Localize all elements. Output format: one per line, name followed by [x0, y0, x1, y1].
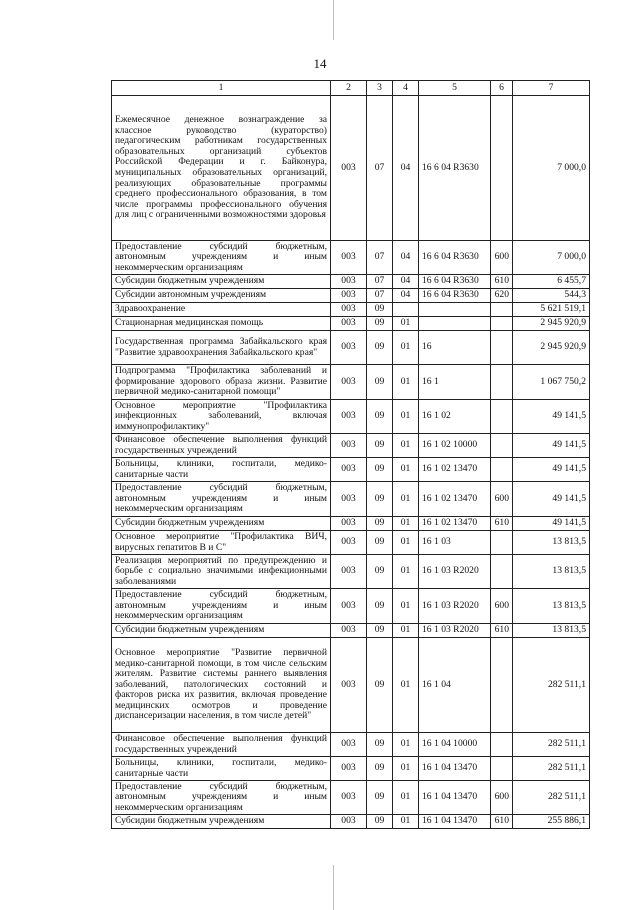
row-csr: 16 1 02 13470 [419, 482, 491, 517]
row-csr: 16 1 02 10000 [419, 434, 491, 458]
column-header: 2 [331, 81, 367, 96]
row-sum: 1 067 750,2 [513, 365, 590, 400]
row-rz: 09 [367, 624, 393, 638]
row-csr: 16 1 04 13470 [419, 781, 491, 815]
row-csr: 16 1 03 R2020 [419, 624, 491, 638]
row-vr [491, 638, 513, 733]
row-rz: 09 [367, 331, 393, 365]
table-row [112, 482, 590, 517]
row-sum: 255 886,1 [513, 815, 590, 829]
budget-table [111, 80, 590, 829]
row-csr: 16 1 02 [419, 400, 491, 434]
row-csr: 16 1 03 R2020 [419, 555, 491, 589]
page-number: 14 [313, 56, 327, 71]
row-sum: 544,3 [513, 289, 590, 303]
row-grbs: 003 [331, 303, 367, 317]
row-grbs: 003 [331, 482, 367, 517]
row-csr: 16 1 [419, 365, 491, 400]
row-grbs: 003 [331, 317, 367, 331]
row-grbs: 003 [331, 434, 367, 458]
row-pr: 01 [393, 757, 419, 781]
row-name: Государственная программа Забайкальского края "Развитие здравоохранения Забайкальского края" [112, 331, 331, 365]
row-vr [491, 317, 513, 331]
row-vr [491, 96, 513, 241]
table-row [112, 517, 590, 531]
row-grbs: 003 [331, 757, 367, 781]
row-name: Подпрограмма "Профилактика заболеваний и формирование здорового образа жизни. Развитие первичной медико-санитарной помощи" [112, 365, 331, 400]
row-csr: 16 1 03 [419, 531, 491, 555]
table-row [112, 365, 590, 400]
row-rz: 09 [367, 531, 393, 555]
row-sum: 282 511,1 [513, 757, 590, 781]
row-csr: 16 1 02 13470 [419, 458, 491, 482]
row-vr: 610 [491, 815, 513, 829]
row-vr: 600 [491, 241, 513, 275]
row-pr: 01 [393, 331, 419, 365]
table-row [112, 275, 590, 289]
row-sum: 49 141,5 [513, 458, 590, 482]
row-name: Предоставление субсидий бюджетным, автономным учреждениям и иным некоммерческим организациям [112, 781, 331, 815]
table-row [112, 458, 590, 482]
row-rz: 09 [367, 365, 393, 400]
table-row [112, 331, 590, 365]
row-csr [419, 317, 491, 331]
row-pr: 01 [393, 531, 419, 555]
table-row [112, 733, 590, 757]
row-csr: 16 [419, 331, 491, 365]
row-vr [491, 400, 513, 434]
row-grbs: 003 [331, 589, 367, 624]
row-rz: 07 [367, 241, 393, 275]
row-pr: 01 [393, 517, 419, 531]
row-pr: 04 [393, 289, 419, 303]
row-rz: 07 [367, 289, 393, 303]
row-name: Основное мероприятие "Развитие первичной медико-санитарной помощи, в том числе сельским жителям. Развитие системы раннего выявления заболеваний, патологических состояний и факторов риска их развития, включая проведение медицинских осмотров и проведение диспансеризации населения, в том числе детей" [112, 638, 331, 733]
row-sum: 2 945 920,9 [513, 331, 590, 365]
table-body [112, 96, 590, 829]
column-header: 7 [513, 81, 590, 96]
row-vr: 620 [491, 289, 513, 303]
row-pr: 04 [393, 275, 419, 289]
table-row [112, 815, 590, 829]
row-sum: 49 141,5 [513, 517, 590, 531]
row-vr: 600 [491, 589, 513, 624]
row-name: Основное мероприятие "Профилактика ВИЧ, вирусных гепатитов B и C" [112, 531, 331, 555]
table-row [112, 303, 590, 317]
row-grbs: 003 [331, 96, 367, 241]
row-pr: 01 [393, 434, 419, 458]
row-rz: 09 [367, 757, 393, 781]
row-grbs: 003 [331, 289, 367, 303]
column-header: 5 [419, 81, 491, 96]
row-pr: 01 [393, 555, 419, 589]
row-sum: 49 141,5 [513, 400, 590, 434]
table-row [112, 638, 590, 733]
table-row [112, 624, 590, 638]
column-header: 3 [367, 81, 393, 96]
row-name: Субсидии бюджетным учреждениям [112, 275, 331, 289]
row-name: Реализация мероприятий по предупреждению и борьбе с социально значимыми инфекционными заболеваниями [112, 555, 331, 589]
row-vr [491, 331, 513, 365]
row-pr: 04 [393, 96, 419, 241]
row-sum: 282 511,1 [513, 733, 590, 757]
table-row [112, 555, 590, 589]
row-name: Основное мероприятие "Профилактика инфекционных заболеваний, включая иммунопрофилактику" [112, 400, 331, 434]
row-csr: 16 6 04 R3630 [419, 289, 491, 303]
table-row [112, 531, 590, 555]
row-rz: 09 [367, 815, 393, 829]
row-pr: 01 [393, 365, 419, 400]
row-pr: 01 [393, 317, 419, 331]
row-name: Больницы, клиники, госпитали, медико-санитарные части [112, 757, 331, 781]
row-sum: 13 813,5 [513, 531, 590, 555]
row-pr: 01 [393, 815, 419, 829]
row-name: Ежемесячное денежное вознаграждение за классное руководство (кураторство) педагогическим работникам государственных образовательных организаций субъектов Российской Федерации и г. Байконура, муниципальных образовательных организаций, реализующих образовательные программы среднего профессионального образования, в том числе программы профессионального обучения для лиц с ограниченными возможностями здоровья [112, 96, 331, 241]
row-rz: 09 [367, 482, 393, 517]
row-name: Субсидии бюджетным учреждениям [112, 624, 331, 638]
row-pr: 01 [393, 638, 419, 733]
table-row [112, 241, 590, 275]
row-rz: 09 [367, 589, 393, 624]
row-vr: 600 [491, 482, 513, 517]
row-pr: 01 [393, 624, 419, 638]
row-pr [393, 303, 419, 317]
row-grbs: 003 [331, 781, 367, 815]
row-vr: 610 [491, 275, 513, 289]
row-rz: 09 [367, 517, 393, 531]
row-name: Предоставление субсидий бюджетным, автономным учреждениям и иным некоммерческим организациям [112, 241, 331, 275]
row-rz: 09 [367, 638, 393, 733]
row-grbs: 003 [331, 517, 367, 531]
row-pr: 01 [393, 781, 419, 815]
row-rz: 09 [367, 555, 393, 589]
row-sum: 2 945 920,9 [513, 317, 590, 331]
row-vr [491, 303, 513, 317]
row-rz: 09 [367, 458, 393, 482]
row-csr [419, 303, 491, 317]
table-row [112, 757, 590, 781]
row-vr [491, 434, 513, 458]
row-grbs: 003 [331, 400, 367, 434]
row-sum: 13 813,5 [513, 624, 590, 638]
row-sum: 5 621 519,1 [513, 303, 590, 317]
row-pr: 01 [393, 733, 419, 757]
scan-artifact-line [333, 865, 334, 910]
table-row [112, 781, 590, 815]
row-rz: 09 [367, 434, 393, 458]
row-grbs: 003 [331, 555, 367, 589]
row-sum: 13 813,5 [513, 555, 590, 589]
table-row [112, 589, 590, 624]
row-pr: 01 [393, 482, 419, 517]
table-header [112, 81, 590, 96]
row-name: Предоставление субсидий бюджетным, автономным учреждениям и иным некоммерческим организациям [112, 482, 331, 517]
row-rz: 09 [367, 781, 393, 815]
row-vr [491, 757, 513, 781]
row-vr [491, 555, 513, 589]
row-rz: 09 [367, 400, 393, 434]
row-sum: 49 141,5 [513, 482, 590, 517]
row-rz: 09 [367, 303, 393, 317]
row-grbs: 003 [331, 815, 367, 829]
row-vr: 610 [491, 624, 513, 638]
row-vr: 610 [491, 517, 513, 531]
row-name: Финансовое обеспечение выполнения функций государственных учреждений [112, 733, 331, 757]
row-vr [491, 365, 513, 400]
row-name: Субсидии автономным учреждениям [112, 289, 331, 303]
column-header: 4 [393, 81, 419, 96]
row-csr: 16 6 04 R3630 [419, 275, 491, 289]
row-sum: 49 141,5 [513, 434, 590, 458]
table-row [112, 317, 590, 331]
table-row [112, 289, 590, 303]
row-csr: 16 6 04 R3630 [419, 241, 491, 275]
row-rz: 09 [367, 317, 393, 331]
scan-artifact-line [333, 0, 334, 40]
row-grbs: 003 [331, 638, 367, 733]
row-grbs: 003 [331, 624, 367, 638]
row-grbs: 003 [331, 241, 367, 275]
header-row [112, 81, 590, 96]
row-csr: 16 6 04 R3630 [419, 96, 491, 241]
row-grbs: 003 [331, 365, 367, 400]
row-rz: 09 [367, 733, 393, 757]
row-sum: 7 000,0 [513, 241, 590, 275]
column-header: 6 [491, 81, 513, 96]
row-name: Предоставление субсидий бюджетным, автономным учреждениям и иным некоммерческим организациям [112, 589, 331, 624]
row-csr: 16 1 04 [419, 638, 491, 733]
row-sum: 7 000,0 [513, 96, 590, 241]
row-vr [491, 458, 513, 482]
row-sum: 13 813,5 [513, 589, 590, 624]
row-sum: 6 455,7 [513, 275, 590, 289]
row-sum: 282 511,1 [513, 781, 590, 815]
row-vr: 600 [491, 781, 513, 815]
row-name: Здравоохранение [112, 303, 331, 317]
row-pr: 01 [393, 589, 419, 624]
row-vr [491, 531, 513, 555]
row-name: Субсидии бюджетным учреждениям [112, 517, 331, 531]
row-grbs: 003 [331, 733, 367, 757]
row-name: Финансовое обеспечение выполнения функций государственных учреждений [112, 434, 331, 458]
row-sum: 282 511,1 [513, 638, 590, 733]
row-csr: 16 1 04 10000 [419, 733, 491, 757]
row-rz: 07 [367, 96, 393, 241]
row-pr: 04 [393, 241, 419, 275]
row-rz: 07 [367, 275, 393, 289]
table-row [112, 400, 590, 434]
row-pr: 01 [393, 400, 419, 434]
row-name: Больницы, клиники, госпитали, медико-санитарные части [112, 458, 331, 482]
row-grbs: 003 [331, 458, 367, 482]
row-vr [491, 733, 513, 757]
row-grbs: 003 [331, 275, 367, 289]
row-csr: 16 1 04 13470 [419, 757, 491, 781]
row-name: Субсидии бюджетным учреждениям [112, 815, 331, 829]
table-row [112, 434, 590, 458]
column-header: 1 [112, 81, 331, 96]
row-csr: 16 1 02 13470 [419, 517, 491, 531]
row-csr: 16 1 03 R2020 [419, 589, 491, 624]
row-grbs: 003 [331, 331, 367, 365]
row-csr: 16 1 04 13470 [419, 815, 491, 829]
table-row [112, 96, 590, 241]
row-grbs: 003 [331, 531, 367, 555]
row-pr: 01 [393, 458, 419, 482]
row-name: Стационарная медицинская помощь [112, 317, 331, 331]
